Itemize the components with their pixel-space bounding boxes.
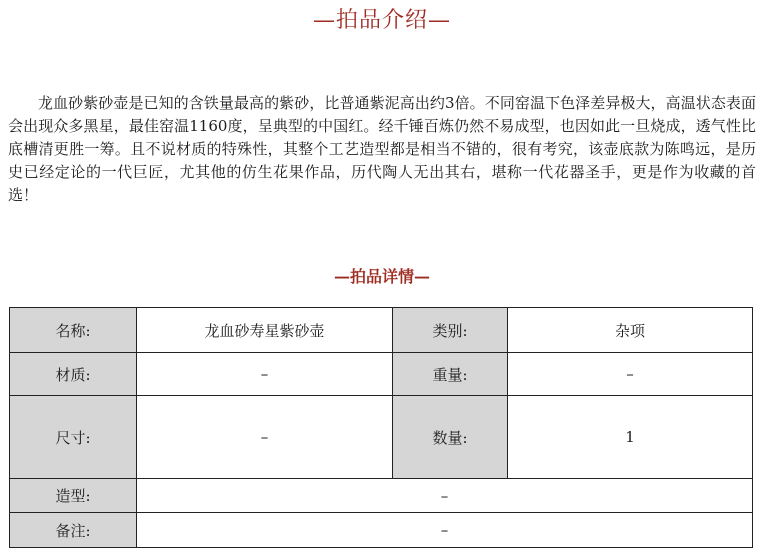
table-row xyxy=(10,479,753,513)
material-value: – xyxy=(137,353,393,396)
size-label: 尺寸: xyxy=(10,396,137,479)
name-value: 龙血砂寿星紫砂壶 xyxy=(137,308,393,353)
intro-paragraph: 龙血砂紫砂壶是已知的含铁量最高的紫砂，比普通紫泥高出约3倍。不同窑温下色泽差异极大，高温状态表面会出现众多黑星，最佳窑温1160度，呈典型的中国红。经千锤百炼仍然不易成型，也因如此一旦烧成，透气性比底槽清更胜一筹。且不说材质的特殊性，其整个工艺造型都是相当不错的，很有考究，该壶底款为陈鸣远，是历史已经定论的一代巨匠，尤其他的仿生花果作品，历代陶人无出其右，堪称一代花器圣手，更是作为收藏的首选！ xyxy=(8,94,756,204)
shape-value: – xyxy=(137,479,753,513)
size-value: – xyxy=(137,396,393,479)
category-value: 杂项 xyxy=(508,308,753,353)
table-row xyxy=(10,396,753,479)
table-row xyxy=(10,308,753,353)
material-label: 材质: xyxy=(10,353,137,396)
details-table xyxy=(9,307,753,548)
category-label: 类别: xyxy=(393,308,508,353)
weight-label: 重量: xyxy=(393,353,508,396)
section-title-details: —拍品详情— xyxy=(333,267,430,286)
remarks-value: – xyxy=(137,513,753,548)
weight-value: – xyxy=(508,353,753,396)
remarks-label: 备注: xyxy=(10,513,137,548)
shape-label: 造型: xyxy=(10,479,137,513)
table-row xyxy=(10,353,753,396)
quantity-label: 数量: xyxy=(393,396,508,479)
table-row xyxy=(10,513,753,548)
name-label: 名称: xyxy=(10,308,137,353)
quantity-value: 1 xyxy=(508,396,753,479)
section-title-intro: —拍品介绍— xyxy=(312,8,451,33)
